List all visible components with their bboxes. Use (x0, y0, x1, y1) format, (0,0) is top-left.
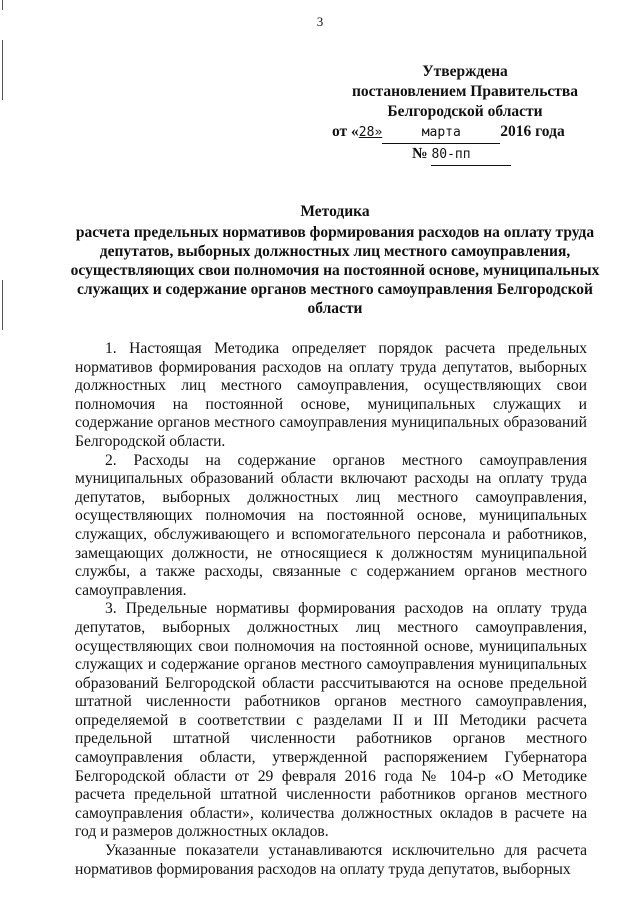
paragraph-1: 1. Настоящая Методика определяет порядок расчета предельных нормативов формирования расходов на оплату труда депутатов, выборных должностных лиц местного самоуправления, осуществляющих свои полномочия на постоянной основе, муниципальных служащих и содержание органов местного самоуправления муниципальных образований Белгородской области. (75, 340, 587, 450)
approval-number (330, 144, 600, 166)
number-prefix: № (412, 145, 428, 162)
paragraph-3: 3. Предельные нормативы формирования расходов на оплату труда депутатов, выборных должностных лиц местного самоуправления, осуществляющих свои полномочия на постоянной основе, муниципальных служащих и содержание органов местного самоуправления муниципальных образований Белгородской области рассчитываются на основе предельной штатной численности работников органов местного самоуправления, определяемой в соответствии с разделами II и III Методики расчета предельной штатной численности работников органов местного самоуправления области, утвержденной распоряжением Губернатора Белгородской области от 29 февраля 2016 года № 104-р «О Методике расчета предельной штатной численности работников органов местного самоуправления области», количества должностных окладов в расчете на год и размеров должностных окладов. (75, 600, 587, 841)
scan-edge-top (2, 0, 3, 10)
document-title (70, 202, 600, 318)
page-number: 3 (316, 14, 324, 29)
paragraph-2: 2. Расходы на содержание органов местного самоуправления муниципальных образований области включают расходы на оплату труда депутатов, выборных должностных лиц местного самоуправления, осуществляющих полномочия на постоянной основе, муниципальных служащих, обслуживающего и вспомогательного персонала и работников, замещающих должности, не относящиеся к должностям муниципальной службы, а также расходы, связанные с содержанием органов местного самоуправления. (75, 451, 587, 599)
date-day: 28 (358, 125, 375, 140)
paragraph-4: Указанные показатели устанавливаются исключительно для расчета нормативов формирования расходов на оплату труда депутатов, выборных (75, 842, 587, 878)
title-heading: Методика (300, 203, 370, 220)
date-prefix: от « (332, 123, 359, 140)
scan-edge-middle (2, 40, 3, 100)
approval-block (330, 62, 600, 166)
approval-line-2: постановлением Правительства (351, 83, 579, 100)
date-month: марта (421, 125, 461, 140)
scan-edge-lower (2, 280, 3, 330)
approval-date (330, 122, 600, 144)
date-year: 2016 года (500, 123, 565, 140)
date-day-close: » (374, 125, 383, 140)
number-field (431, 144, 511, 166)
approval-line-3: Белгородской области (387, 103, 543, 120)
number-value: 80-пп (431, 147, 471, 162)
document-body (75, 340, 587, 879)
date-month-field (382, 122, 500, 144)
approval-line-1: Утверждена (422, 63, 508, 80)
title-subtitle: расчета предельных нормативов формирования расходов на оплату труда депутатов, выборных должностных лиц местного самоуправления, осуществляющих свои полномочия на постоянной основе, муниципальных служащих и содержание органов местного самоуправления Белгородской области (70, 224, 600, 317)
